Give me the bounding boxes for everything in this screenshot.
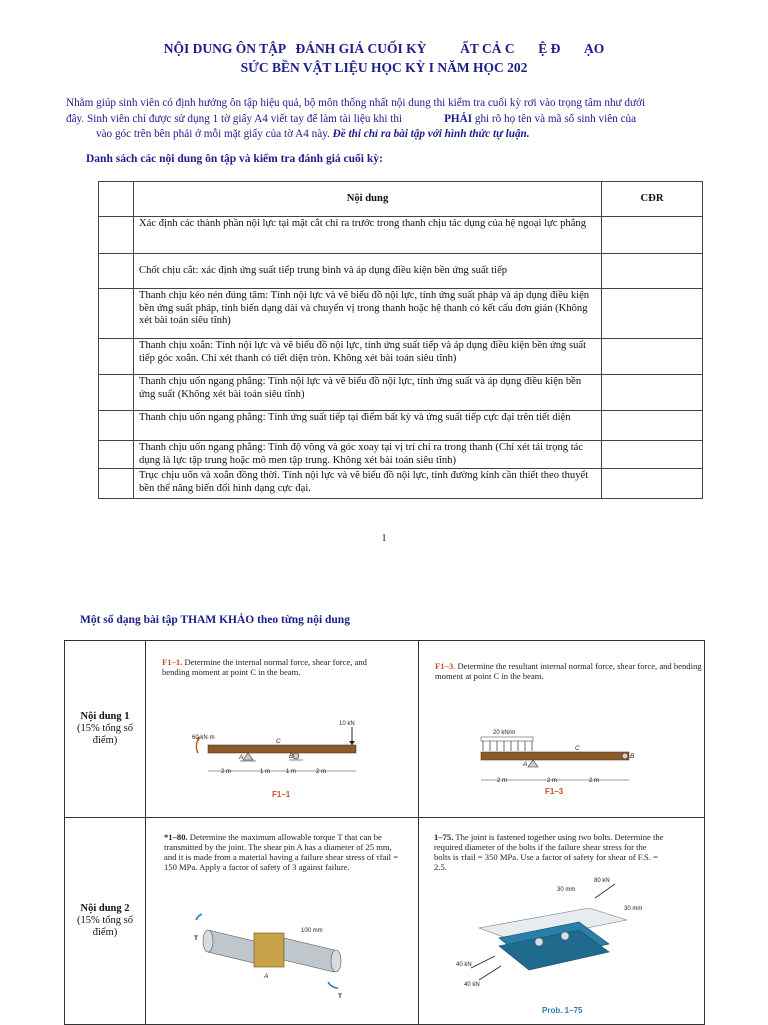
svg-text:2 m: 2 m bbox=[589, 778, 600, 784]
svg-text:B: B bbox=[289, 753, 294, 760]
exercises-table bbox=[64, 640, 705, 1025]
exercise-cell bbox=[146, 641, 419, 818]
table-row bbox=[99, 441, 703, 469]
table-cell: Chốt chịu cắt: xác định ứng suất tiếp trung bình và áp dụng điều kiện bền ứng suất tiếp bbox=[134, 254, 602, 289]
svg-text:80 kN: 80 kN bbox=[594, 878, 610, 884]
table-header-content: Nội dung bbox=[134, 182, 602, 217]
table-cell: Thanh chịu kéo nén đúng tâm: Tính nội lực và vẽ biểu đồ nội lực, tính ứng suất pháp và áp dụng điều kiện bền ứng suất pháp, tính biến dạng dài và chuyển vị trong thanh hoặc hệ thanh có kết cấu đơn giản (Không xét bài toán siêu tĩnh) bbox=[134, 289, 602, 339]
svg-text:B: B bbox=[630, 753, 635, 760]
exercise-label-2: Nội dung 2 (15% tổng số điểm) bbox=[65, 818, 146, 1025]
svg-text:T: T bbox=[194, 935, 198, 942]
intro-line2: đây. Sinh viên chỉ được sử dụng 1 tờ giấy A4 viết tay để làm tài liệu khi thi PHẢI ghi rõ họ tên và mã số sinh viên của bbox=[66, 112, 637, 125]
table-row bbox=[99, 411, 703, 441]
svg-text:30 mm: 30 mm bbox=[557, 887, 576, 893]
table-header-cdr: CĐR bbox=[602, 182, 703, 217]
svg-text:20 kN/m: 20 kN/m bbox=[493, 730, 516, 736]
document-title-line1: NỘI DUNG ÔN TẬP ĐÁNH GIÁ CUỐI KỲ ẤT CẢ C Ệ Đ ẠO bbox=[163, 41, 605, 56]
figure-caption: F1–3 bbox=[545, 787, 564, 796]
problem-text: *1–80. Determine the maximum allowable torque T that can be transmitted by the joint. The shear pin A has a diameter of 25 mm, and it is made from a material having a failure shear stress of τfail = 150 MPa. Apply a factor of safety of 3 against failure. bbox=[164, 832, 399, 872]
exercise-label-1: Nội dung 1 (15% tổng số điểm) bbox=[65, 641, 146, 818]
exercise-cell bbox=[419, 641, 705, 818]
svg-text:1 m: 1 m bbox=[286, 769, 297, 775]
intro-line1: Nhằm giúp sinh viên có định hướng ôn tập hiệu quả, bộ môn thống nhất nội dung thi kiểm tra cuối kỳ rơi vào trọng tâm như dưới bbox=[66, 97, 646, 109]
intro-paragraph bbox=[66, 96, 686, 143]
table-row bbox=[99, 375, 703, 411]
exercise-row-1 bbox=[65, 641, 705, 818]
svg-text:2 m: 2 m bbox=[497, 778, 508, 784]
document-title-line2: SỨC BỀN VẬT LIỆU HỌC KỲ I NĂM HỌC 202 bbox=[240, 60, 528, 75]
table-header-row bbox=[99, 182, 703, 217]
content-table bbox=[98, 181, 703, 499]
table-cell: Thanh chịu uốn ngang phẳng: Tính độ võng và góc xoay tại vị trí chỉ ra trong thanh (Chỉ xét tải trọng tác dụng là lực tập trung hoặc mô men tập trung. Không xét bài toán siêu tĩnh) bbox=[134, 441, 602, 469]
svg-text:2 m: 2 m bbox=[221, 769, 232, 775]
exercise-row-2 bbox=[65, 818, 705, 1025]
figure-caption: F1–1 bbox=[272, 790, 291, 799]
svg-text:40 kN: 40 kN bbox=[464, 982, 480, 988]
table-cell: Thanh chịu uốn ngang phẳng: Tính nội lực và vẽ biểu đồ nội lực, tính ứng suất và áp dụng điều kiện bền ứng suất (Không xét bài toán siêu tĩnh) bbox=[134, 375, 602, 411]
section2-heading: Một số dạng bài tập THAM KHẢO theo từng nội dung bbox=[80, 614, 350, 626]
svg-text:C: C bbox=[276, 738, 281, 745]
svg-text:1 m: 1 m bbox=[260, 769, 271, 775]
table-header-index bbox=[99, 182, 134, 217]
exercise-cell bbox=[419, 818, 705, 1025]
exercise-cell bbox=[146, 818, 419, 1025]
svg-text:30 mm: 30 mm bbox=[624, 906, 643, 912]
table-cell: Thanh chịu xoắn: Tính nội lực và vẽ biểu đồ nội lực, tính ứng suất tiếp và áp dụng điều kiện bền ứng suất tiếp góc xoắn. Chỉ xét thanh có tiết diện tròn. Không xét bài toán siêu tĩnh) bbox=[134, 339, 602, 375]
svg-text:T: T bbox=[338, 993, 342, 1000]
svg-text:C: C bbox=[575, 745, 580, 752]
table-row bbox=[99, 217, 703, 254]
svg-text:2 m: 2 m bbox=[316, 769, 327, 775]
table-row bbox=[99, 339, 703, 375]
svg-text:10 kN: 10 kN bbox=[339, 721, 355, 727]
table-cell: Thanh chịu uốn ngang phẳng: Tính ứng suất tiếp tại điểm bất kỳ và ứng suất tiếp cực đại trên tiết diện bbox=[134, 411, 602, 441]
table-row bbox=[99, 289, 703, 339]
page-number: 1 bbox=[381, 533, 387, 544]
table-cell: Trục chịu uốn và xoắn đồng thời. Tính nội lực và vẽ biểu đồ nội lực, tính đường kính cần thiết theo thuyết bền thế năng biến đổi hình dạng cực đại. bbox=[134, 469, 602, 499]
svg-text:A: A bbox=[264, 973, 269, 980]
pin-joint-figure bbox=[146, 818, 418, 1024]
svg-text:40 kN: 40 kN bbox=[456, 962, 472, 968]
figure-caption: Prob. 1–75 bbox=[542, 1006, 583, 1015]
svg-text:A: A bbox=[239, 754, 244, 761]
bolted-joint-figure bbox=[419, 818, 707, 1024]
table-row bbox=[99, 254, 703, 289]
intro-line3: vào góc trên bên phải ở mỗi mặt giấy của tờ A4 này. Đề thi chỉ ra bài tập với hình thức tự luận. bbox=[96, 128, 530, 140]
problem-text: 1–75. The joint is fastened together using two bolts. Determine the required diameter of the bolts if the failure shear stress for the bolts is τfail = 350 MPa. Use a factor of safety for shear of F.S. = 2.5. bbox=[434, 832, 664, 872]
svg-text:100 mm: 100 mm bbox=[301, 928, 323, 934]
table-cell: Xác định các thành phần nội lực tại mặt cắt chỉ ra trước trong thanh chịu tác dụng của hệ ngoại lực phẳng bbox=[134, 217, 602, 254]
problem-text: F1–1. Determine the internal normal force, shear force, and bending moment at point C in the beam. bbox=[162, 657, 367, 677]
problem-text: F1–3. Determine the resultant internal normal force, shear force, and bending moment at point C in the beam. bbox=[435, 661, 702, 681]
svg-text:60 kN·m: 60 kN·m bbox=[192, 735, 215, 741]
list-heading: Danh sách các nội dung ôn tập và kiểm tra đánh giá cuối kỳ: bbox=[86, 153, 383, 165]
svg-text:A: A bbox=[523, 761, 528, 768]
svg-text:2 m: 2 m bbox=[547, 778, 558, 784]
table-row bbox=[99, 469, 703, 499]
